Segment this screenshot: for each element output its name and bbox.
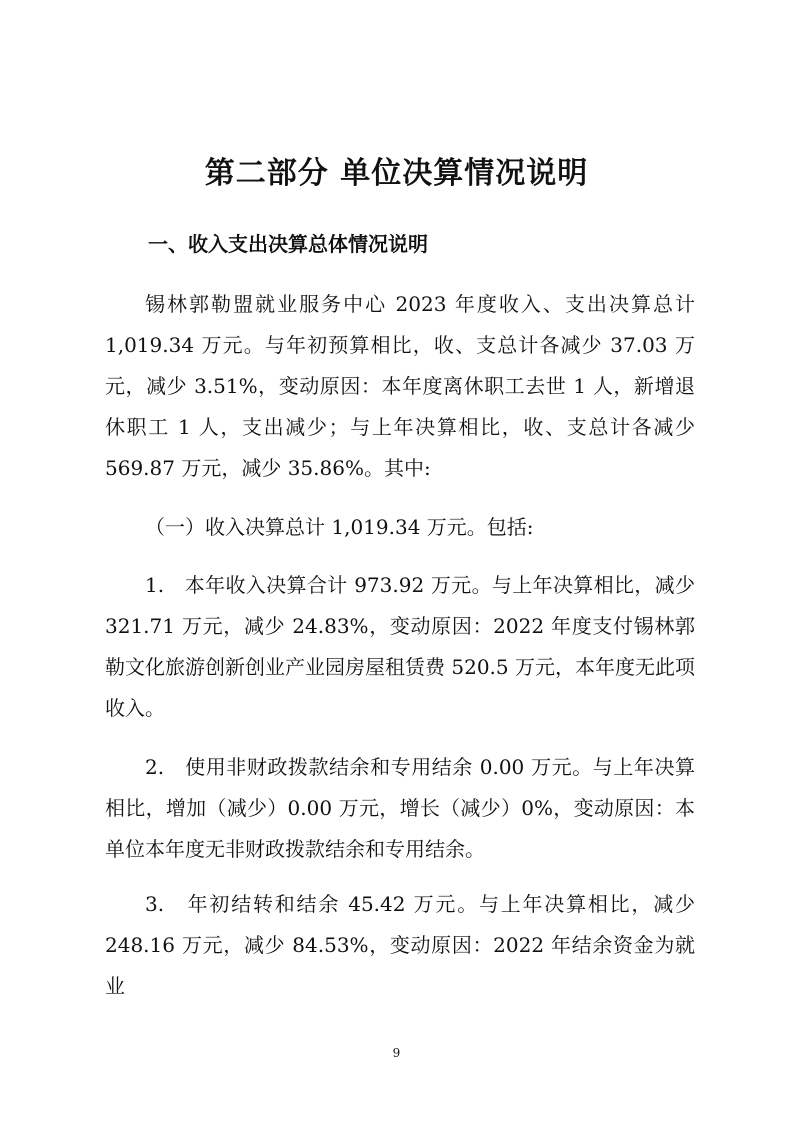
paragraph-item-2: 2. 使用非财政拨款结余和专用结余 0.00 万元。与上年决算相比，增加（减少）0.00 万元，增长（减少）0%，变动原因：本单位本年度无非财政拨款结余和专用结余。 bbox=[105, 755, 695, 861]
paragraph-item-1: 1. 本年收入决算合计 973.92 万元。与上年决算相比，减少 321.71 万元，减少 24.83%，变动原因：2022 年度支付锡林郭勒文化旅游创新创业产业园房屋租赁费 520.5 万元，本年度无此项收入。 bbox=[105, 573, 695, 720]
page-number: 9 bbox=[392, 1046, 401, 1060]
paragraph-item-3: 3. 年初结转和结余 45.42 万元。与上年决算相比，减少 248.16 万元，减少 84.53%，变动原因：2022 年结余资金为就业 bbox=[105, 892, 695, 998]
section-heading: 一、收入支出决算总体情况说明 bbox=[148, 232, 428, 256]
paragraph-summary: 锡林郭勒盟就业服务中心 2023 年度收入、支出决算总计 1,019.34 万元。与年初预算相比，收、支总计各减少 37.03 万元，减少 3.51%，变动原因：本年度离休职工去世 1 人，新增退休职工 1 人，支出减少；与上年决算相比，收、支总计各减少 569.87 万元，减少 35.86%。其中: bbox=[105, 292, 695, 480]
paragraph-income-total: （一）收入决算总计 1,019.34 万元。包括: bbox=[145, 515, 534, 539]
page-title: 第二部分 单位决算情况说明 bbox=[204, 156, 589, 191]
